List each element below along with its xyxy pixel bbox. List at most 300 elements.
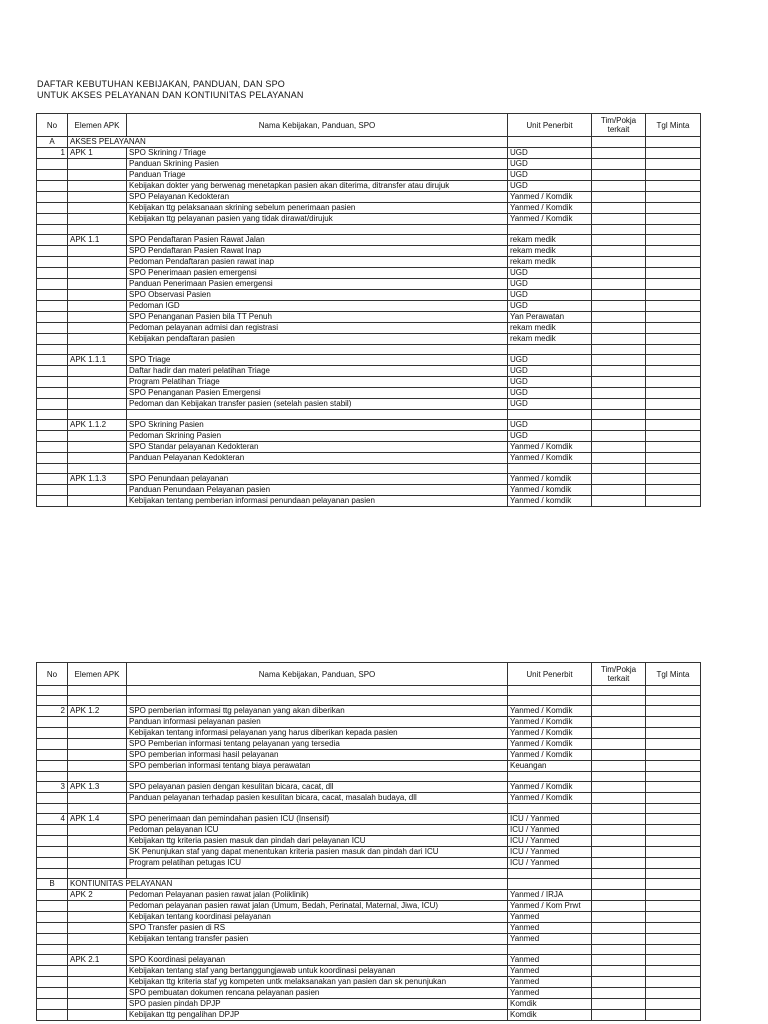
cell-nama: Pedoman IGD	[127, 301, 508, 312]
cell-tim-pokja	[592, 934, 646, 945]
cell-tgl-minta	[646, 366, 701, 377]
cell-tgl-minta	[646, 804, 701, 814]
cell-unit-penerbit	[508, 804, 592, 814]
cell-no	[37, 377, 68, 388]
table-row	[37, 879, 701, 890]
cell-nama	[127, 464, 508, 474]
cell-no: B	[37, 879, 68, 890]
cell-unit-penerbit: UGD	[508, 290, 592, 301]
cell-nama: Kebijakan tentang pemberian informasi penundaan pelayanan pasien	[127, 496, 508, 507]
cell-unit-penerbit: Yanmed / Komdik	[508, 750, 592, 761]
table-row	[37, 793, 701, 804]
cell-nama: SPO Penanganan Pasien bila TT Penuh	[127, 312, 508, 323]
cell-no	[37, 279, 68, 290]
cell-tim-pokja	[592, 955, 646, 966]
table-row	[37, 814, 701, 825]
cell-tim-pokja	[592, 464, 646, 474]
cell-tim-pokja	[592, 225, 646, 235]
table-row	[37, 934, 701, 945]
cell-elemen-apk: APK 1.3	[68, 782, 127, 793]
cell-nama: Pedoman pelayanan pasien rawat jalan (Umum, Bedah, Perinatal, Maternal, Jiwa, ICU)	[127, 901, 508, 912]
cell-no	[37, 290, 68, 301]
cell-nama: Program pelatihan petugas ICU	[127, 858, 508, 869]
cell-no	[37, 257, 68, 268]
cell-unit-penerbit: ICU / Yanmed	[508, 847, 592, 858]
cell-nama: SPO Penundaan pelayanan	[127, 474, 508, 485]
table-row	[37, 988, 701, 999]
table-row	[37, 955, 701, 966]
cell-unit-penerbit: UGD	[508, 355, 592, 366]
cell-no	[37, 761, 68, 772]
table-row	[37, 1010, 701, 1021]
cell-tgl-minta	[646, 170, 701, 181]
cell-tgl-minta	[646, 761, 701, 772]
cell-nama: SPO Pendaftaran Pasien Rawat Inap	[127, 246, 508, 257]
cell-tgl-minta	[646, 474, 701, 485]
cell-tim-pokja	[592, 825, 646, 836]
cell-elemen-apk	[68, 847, 127, 858]
cell-unit-penerbit: UGD	[508, 377, 592, 388]
cell-tim-pokja	[592, 772, 646, 782]
cell-elemen-apk	[68, 686, 127, 696]
cell-unit-penerbit: UGD	[508, 181, 592, 192]
cell-unit-penerbit: Yanmed	[508, 955, 592, 966]
cell-unit-penerbit	[508, 686, 592, 696]
table-row	[37, 728, 701, 739]
cell-elemen-apk	[68, 290, 127, 301]
cell-elemen-apk	[68, 750, 127, 761]
cell-unit-penerbit	[508, 696, 592, 706]
cell-no	[37, 793, 68, 804]
cell-elemen-apk	[68, 793, 127, 804]
table-kontinuitas-pelayanan	[36, 662, 701, 1021]
cell-tim-pokja	[592, 750, 646, 761]
table-row	[37, 279, 701, 290]
table-row	[37, 739, 701, 750]
document-title-line1: DAFTAR KEBUTUHAN KEBIJAKAN, PANDUAN, DAN SPO	[37, 79, 286, 89]
table-row	[37, 410, 701, 420]
cell-unit-penerbit: Yanmed	[508, 966, 592, 977]
cell-tgl-minta	[646, 836, 701, 847]
cell-tgl-minta	[646, 257, 701, 268]
cell-elemen-apk	[68, 728, 127, 739]
cell-tgl-minta	[646, 825, 701, 836]
cell-no	[37, 934, 68, 945]
cell-no	[37, 312, 68, 323]
cell-unit-penerbit: Yanmed	[508, 912, 592, 923]
cell-no	[37, 901, 68, 912]
cell-unit-penerbit: ICU / Yanmed	[508, 836, 592, 847]
cell-nama: SPO Skrining / Triage	[127, 148, 508, 159]
cell-nama: SPO Pelayanan Kedokteran	[127, 192, 508, 203]
cell-unit-penerbit: UGD	[508, 431, 592, 442]
cell-tim-pokja	[592, 257, 646, 268]
cell-tgl-minta	[646, 399, 701, 410]
cell-elemen-apk	[68, 1010, 127, 1021]
cell-elemen-apk	[68, 257, 127, 268]
cell-elemen-apk	[68, 988, 127, 999]
cell-elemen-apk	[68, 977, 127, 988]
cell-no	[37, 474, 68, 485]
table-row	[37, 912, 701, 923]
cell-tim-pokja	[592, 442, 646, 453]
table-row	[37, 431, 701, 442]
cell-elemen-apk	[68, 999, 127, 1010]
header-unit-penerbit: Unit Penerbit	[508, 114, 592, 137]
table-row	[37, 290, 701, 301]
cell-no	[37, 804, 68, 814]
cell-elemen-apk	[68, 399, 127, 410]
table-row	[37, 312, 701, 323]
cell-nama: Pedoman pelayanan ICU	[127, 825, 508, 836]
cell-tim-pokja	[592, 912, 646, 923]
cell-elemen-apk	[68, 966, 127, 977]
cell-unit-penerbit: Keuangan	[508, 761, 592, 772]
cell-no	[37, 999, 68, 1010]
cell-nama: SPO Penanganan Pasien Emergensi	[127, 388, 508, 399]
cell-no: 1	[37, 148, 68, 159]
cell-tim-pokja	[592, 696, 646, 706]
cell-unit-penerbit	[508, 879, 592, 890]
cell-tim-pokja	[592, 181, 646, 192]
cell-nama: SPO pemberian informasi ttg pelayanan yang akan diberikan	[127, 706, 508, 717]
table-row	[37, 420, 701, 431]
cell-no	[37, 966, 68, 977]
cell-unit-penerbit: Yanmed / Komdik	[508, 203, 592, 214]
cell-tgl-minta	[646, 485, 701, 496]
cell-unit-penerbit: rekam medik	[508, 257, 592, 268]
cell-no: A	[37, 137, 68, 148]
cell-no	[37, 355, 68, 366]
table-row	[37, 706, 701, 717]
cell-tim-pokja	[592, 814, 646, 825]
cell-unit-penerbit: UGD	[508, 170, 592, 181]
cell-unit-penerbit: Yanmed	[508, 934, 592, 945]
cell-unit-penerbit: UGD	[508, 279, 592, 290]
cell-elemen-apk	[68, 334, 127, 345]
header-unit-penerbit: Unit Penerbit	[508, 663, 592, 686]
cell-tim-pokja	[592, 966, 646, 977]
table-row	[37, 923, 701, 934]
cell-elemen-apk: APK 1.1.3	[68, 474, 127, 485]
cell-elemen-apk	[68, 279, 127, 290]
header-tgl-minta: Tgl Minta	[646, 114, 701, 137]
cell-no	[37, 442, 68, 453]
cell-unit-penerbit: Yanmed / Komdik	[508, 706, 592, 717]
cell-elemen-apk	[68, 464, 127, 474]
cell-nama: SPO pemberian informasi hasil pelayanan	[127, 750, 508, 761]
cell-tgl-minta	[646, 214, 701, 225]
cell-unit-penerbit: UGD	[508, 388, 592, 399]
cell-tim-pokja	[592, 410, 646, 420]
cell-no	[37, 923, 68, 934]
cell-unit-penerbit: rekam medik	[508, 235, 592, 246]
table-row	[37, 858, 701, 869]
cell-unit-penerbit: Yanmed / Komdik	[508, 728, 592, 739]
cell-nama	[127, 686, 508, 696]
table-row	[37, 257, 701, 268]
cell-tgl-minta	[646, 793, 701, 804]
header-tim-pokja: Tim/Pokja terkait	[592, 663, 646, 686]
cell-tgl-minta	[646, 431, 701, 442]
cell-no	[37, 225, 68, 235]
cell-tgl-minta	[646, 279, 701, 290]
cell-tim-pokja	[592, 203, 646, 214]
cell-elemen-apk	[68, 442, 127, 453]
table-row	[37, 869, 701, 879]
table-row	[37, 388, 701, 399]
cell-tim-pokja	[592, 988, 646, 999]
cell-unit-penerbit: rekam medik	[508, 323, 592, 334]
header-nama: Nama Kebijakan, Panduan, SPO	[127, 114, 508, 137]
cell-elemen-apk	[68, 388, 127, 399]
cell-elemen-apk: APK 2	[68, 890, 127, 901]
cell-nama: SPO pelayanan pasien dengan kesulitan bicara, cacat, dll	[127, 782, 508, 793]
cell-tim-pokja	[592, 945, 646, 955]
cell-tim-pokja	[592, 137, 646, 148]
cell-unit-penerbit: UGD	[508, 366, 592, 377]
cell-no	[37, 496, 68, 507]
cell-unit-penerbit: Yanmed / Komdik	[508, 793, 592, 804]
cell-tim-pokja	[592, 312, 646, 323]
cell-tim-pokja	[592, 420, 646, 431]
cell-no	[37, 750, 68, 761]
cell-tgl-minta	[646, 869, 701, 879]
cell-unit-penerbit: Yanmed / Komdik	[508, 782, 592, 793]
cell-elemen-apk	[68, 453, 127, 464]
cell-unit-penerbit: Yanmed	[508, 923, 592, 934]
cell-tgl-minta	[646, 686, 701, 696]
cell-elemen-apk	[68, 934, 127, 945]
cell-tgl-minta	[646, 345, 701, 355]
cell-unit-penerbit: Komdik	[508, 999, 592, 1010]
cell-no	[37, 345, 68, 355]
cell-nama: Pedoman pelayanan admisi dan registrasi	[127, 323, 508, 334]
cell-elemen-apk: APK 1.1.1	[68, 355, 127, 366]
table-row	[37, 496, 701, 507]
cell-unit-penerbit	[508, 137, 592, 148]
cell-tim-pokja	[592, 901, 646, 912]
cell-tgl-minta	[646, 717, 701, 728]
cell-tim-pokja	[592, 377, 646, 388]
cell-elemen-apk: APK 1.4	[68, 814, 127, 825]
cell-unit-penerbit: Komdik	[508, 1010, 592, 1021]
table-row	[37, 782, 701, 793]
cell-tgl-minta	[646, 934, 701, 945]
cell-nama: Panduan pelayanan terhadap pasien kesulitan bicara, cacat, masalah budaya, dll	[127, 793, 508, 804]
cell-nama: SPO pasien pindah DPJP	[127, 999, 508, 1010]
cell-unit-penerbit: UGD	[508, 268, 592, 279]
table-row	[37, 301, 701, 312]
cell-tim-pokja	[592, 717, 646, 728]
cell-nama: Kebijakan tentang koordinasi pelayanan	[127, 912, 508, 923]
cell-tgl-minta	[646, 728, 701, 739]
cell-unit-penerbit: Yanmed / Komdik	[508, 192, 592, 203]
cell-no	[37, 203, 68, 214]
cell-nama: Pedoman dan Kebijakan transfer pasien (setelah pasien stabil)	[127, 399, 508, 410]
cell-nama: SPO pemberian informasi tentang biaya perawatan	[127, 761, 508, 772]
cell-unit-penerbit: Yanmed / IRJA	[508, 890, 592, 901]
table-row	[37, 246, 701, 257]
cell-tim-pokja	[592, 847, 646, 858]
cell-tgl-minta	[646, 290, 701, 301]
table-row	[37, 170, 701, 181]
table-row	[37, 901, 701, 912]
cell-tgl-minta	[646, 159, 701, 170]
table-body	[37, 137, 701, 507]
cell-no	[37, 235, 68, 246]
cell-nama: Kebijakan ttg pelayanan pasien yang tidak dirawat/dirujuk	[127, 214, 508, 225]
cell-elemen-apk	[68, 485, 127, 496]
table-row	[37, 464, 701, 474]
cell-nama	[127, 696, 508, 706]
table-row	[37, 977, 701, 988]
cell-elemen-apk	[68, 203, 127, 214]
table-row	[37, 750, 701, 761]
cell-elemen-apk	[68, 366, 127, 377]
table-row	[37, 999, 701, 1010]
cell-nama: Panduan Penundaan Pelayanan pasien	[127, 485, 508, 496]
table-header-row	[37, 114, 701, 137]
cell-tim-pokja	[592, 923, 646, 934]
cell-tgl-minta	[646, 388, 701, 399]
cell-tim-pokja	[592, 246, 646, 257]
cell-tgl-minta	[646, 696, 701, 706]
cell-no	[37, 214, 68, 225]
cell-nama	[127, 804, 508, 814]
table-akses-pelayanan	[36, 113, 701, 507]
cell-tim-pokja	[592, 977, 646, 988]
cell-tgl-minta	[646, 192, 701, 203]
cell-elemen-apk	[68, 214, 127, 225]
cell-elemen-apk	[68, 717, 127, 728]
table-row	[37, 355, 701, 366]
cell-unit-penerbit: rekam medik	[508, 246, 592, 257]
cell-unit-penerbit	[508, 410, 592, 420]
cell-nama	[127, 225, 508, 235]
cell-elemen-apk	[68, 869, 127, 879]
cell-no	[37, 686, 68, 696]
cell-nama: Kebijakan tentang staf yang bertanggungjawab untuk koordinasi pelayanan	[127, 966, 508, 977]
cell-tgl-minta	[646, 858, 701, 869]
cell-nama: Kebijakan dokter yang berwenag menetapkan pasien akan diterima, ditransfer atau dirujuk	[127, 181, 508, 192]
cell-unit-penerbit: Yanmed / Komdik	[508, 214, 592, 225]
cell-tim-pokja	[592, 879, 646, 890]
cell-tim-pokja	[592, 858, 646, 869]
cell-no	[37, 912, 68, 923]
cell-unit-penerbit: ICU / Yanmed	[508, 858, 592, 869]
cell-no	[37, 159, 68, 170]
cell-elemen-apk	[68, 836, 127, 847]
cell-no	[37, 836, 68, 847]
table-row	[37, 225, 701, 235]
cell-no	[37, 323, 68, 334]
cell-unit-penerbit: Yanmed / Komdik	[508, 739, 592, 750]
cell-tgl-minta	[646, 235, 701, 246]
cell-tgl-minta	[646, 988, 701, 999]
cell-tgl-minta	[646, 410, 701, 420]
cell-elemen-apk: APK 2.1	[68, 955, 127, 966]
cell-elemen-apk	[68, 301, 127, 312]
cell-elemen-apk: KONTIUNITAS PELAYANAN	[68, 879, 508, 890]
cell-tgl-minta	[646, 225, 701, 235]
table-row	[37, 235, 701, 246]
cell-tim-pokja	[592, 399, 646, 410]
cell-tgl-minta	[646, 955, 701, 966]
header-tgl-minta: Tgl Minta	[646, 663, 701, 686]
cell-no	[37, 268, 68, 279]
cell-nama: Panduan Pelayanan Kedokteran	[127, 453, 508, 464]
cell-nama: SPO pembuatan dokumen rencana pelayanan pasien	[127, 988, 508, 999]
table-row	[37, 890, 701, 901]
cell-nama: Daftar hadir dan materi pelatihan Triage	[127, 366, 508, 377]
cell-tim-pokja	[592, 485, 646, 496]
cell-no	[37, 696, 68, 706]
table-header-row	[37, 663, 701, 686]
cell-tgl-minta	[646, 1010, 701, 1021]
cell-elemen-apk	[68, 739, 127, 750]
cell-tgl-minta	[646, 814, 701, 825]
cell-tim-pokja	[592, 1010, 646, 1021]
cell-no	[37, 717, 68, 728]
cell-unit-penerbit: UGD	[508, 159, 592, 170]
cell-nama: SPO Pemberian informasi tentang pelayanan yang tersedia	[127, 739, 508, 750]
cell-tim-pokja	[592, 836, 646, 847]
cell-tgl-minta	[646, 879, 701, 890]
cell-nama: Kebijakan ttg pengalihan DPJP	[127, 1010, 508, 1021]
table-row	[37, 966, 701, 977]
cell-unit-penerbit: Yanmed	[508, 977, 592, 988]
table-row	[37, 334, 701, 345]
cell-unit-penerbit: UGD	[508, 301, 592, 312]
cell-no	[37, 988, 68, 999]
cell-elemen-apk	[68, 923, 127, 934]
cell-no	[37, 772, 68, 782]
table-row	[37, 485, 701, 496]
cell-elemen-apk	[68, 431, 127, 442]
table-row	[37, 268, 701, 279]
cell-tim-pokja	[592, 804, 646, 814]
table-row	[37, 717, 701, 728]
cell-tim-pokja	[592, 170, 646, 181]
table-row	[37, 804, 701, 814]
cell-no	[37, 847, 68, 858]
cell-unit-penerbit	[508, 225, 592, 235]
cell-no	[37, 192, 68, 203]
cell-nama: Panduan Triage	[127, 170, 508, 181]
cell-tim-pokja	[592, 159, 646, 170]
cell-tim-pokja	[592, 388, 646, 399]
cell-tim-pokja	[592, 739, 646, 750]
cell-tim-pokja	[592, 268, 646, 279]
cell-no	[37, 410, 68, 420]
cell-tgl-minta	[646, 442, 701, 453]
cell-elemen-apk: APK 1.1.2	[68, 420, 127, 431]
cell-elemen-apk	[68, 192, 127, 203]
cell-tim-pokja	[592, 355, 646, 366]
cell-tgl-minta	[646, 246, 701, 257]
cell-elemen-apk	[68, 323, 127, 334]
cell-tim-pokja	[592, 279, 646, 290]
cell-no	[37, 1010, 68, 1021]
cell-tgl-minta	[646, 912, 701, 923]
cell-nama: Kebijakan ttg kriteria pasien masuk dan pindah dari pelayanan ICU	[127, 836, 508, 847]
cell-unit-penerbit	[508, 464, 592, 474]
cell-elemen-apk	[68, 159, 127, 170]
table-row	[37, 203, 701, 214]
cell-nama: Panduan informasi pelayanan pasien	[127, 717, 508, 728]
header-nama: Nama Kebijakan, Panduan, SPO	[127, 663, 508, 686]
